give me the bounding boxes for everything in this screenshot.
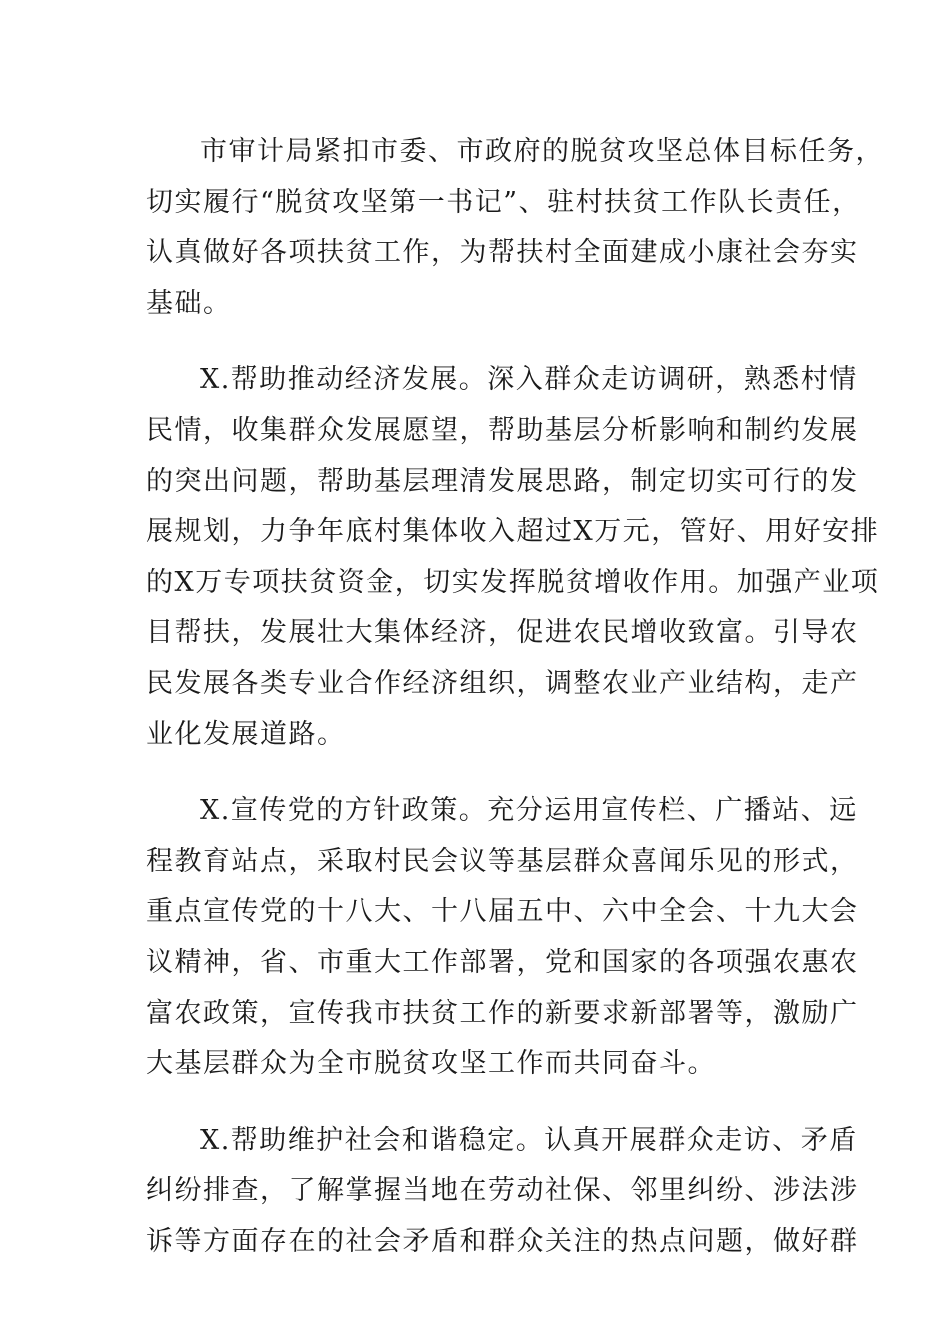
text-line: X.帮助维护社会和谐稳定。认真开展群众走访、矛盾 — [200, 1124, 858, 1156]
text-line: 市审计局紧扣市委、市政府的脱贫攻坚总体目标任务， — [200, 136, 884, 167]
document-body — [146, 127, 884, 1293]
text-line: 目帮扶，发展壮大集体经济，促进农民增收致富。引导农 — [146, 617, 859, 649]
paragraph-social-stability — [146, 1116, 859, 1268]
text-line: 基础。 — [146, 287, 232, 319]
text-line: 切实履行“脱贫攻坚第一书记”、驻村扶贫工作队长责任， — [146, 186, 861, 218]
text-line: 的X万专项扶贫资金，切实发挥脱贫增收作用。加强产业项 — [146, 566, 880, 598]
text-line: 议精神，省、市重大工作部署，党和国家的各项强农惠农 — [146, 946, 859, 978]
paragraph-economic-development — [146, 355, 880, 760]
text-line: 民情，收集群众发展愿望，帮助基层分析影响和制约发展 — [146, 414, 859, 446]
paragraph-policy-promotion — [146, 786, 859, 1090]
text-line: 程教育站点，采取村民会议等基层群众喜闻乐见的形式， — [146, 845, 859, 877]
text-line: 纠纷排查，了解掌握当地在劳动社保、邻里纠纷、涉法涉 — [146, 1175, 859, 1207]
text-line: 展规划，力争年底村集体收入超过X万元，管好、用好安排 — [146, 516, 880, 548]
text-line: 大基层群众为全市脱贫攻坚工作而共同奋斗。 — [146, 1048, 716, 1080]
text-line: 认真做好各项扶贫工作，为帮扶村全面建成小康社会夯实 — [146, 237, 859, 269]
paragraph-intro — [146, 127, 884, 329]
text-line: 业化发展道路。 — [146, 718, 346, 750]
text-line: 富农政策，宣传我市扶贫工作的新要求新部署等，激励广 — [146, 997, 859, 1029]
text-line: X.帮助推动经济发展。深入群众走访调研，熟悉村情 — [200, 364, 858, 396]
text-line: 民发展各类专业合作经济组织，调整农业产业结构，走产 — [146, 667, 859, 699]
text-line: 诉等方面存在的社会矛盾和群众关注的热点问题，做好群 — [146, 1225, 859, 1257]
text-line: X.宣传党的方针政策。充分运用宣传栏、广播站、远 — [200, 795, 858, 827]
text-line: 重点宣传党的十八大、十八届五中、六中全会、十九大会 — [146, 896, 859, 928]
text-line: 的突出问题，帮助基层理清发展思路，制定切实可行的发 — [146, 465, 859, 497]
